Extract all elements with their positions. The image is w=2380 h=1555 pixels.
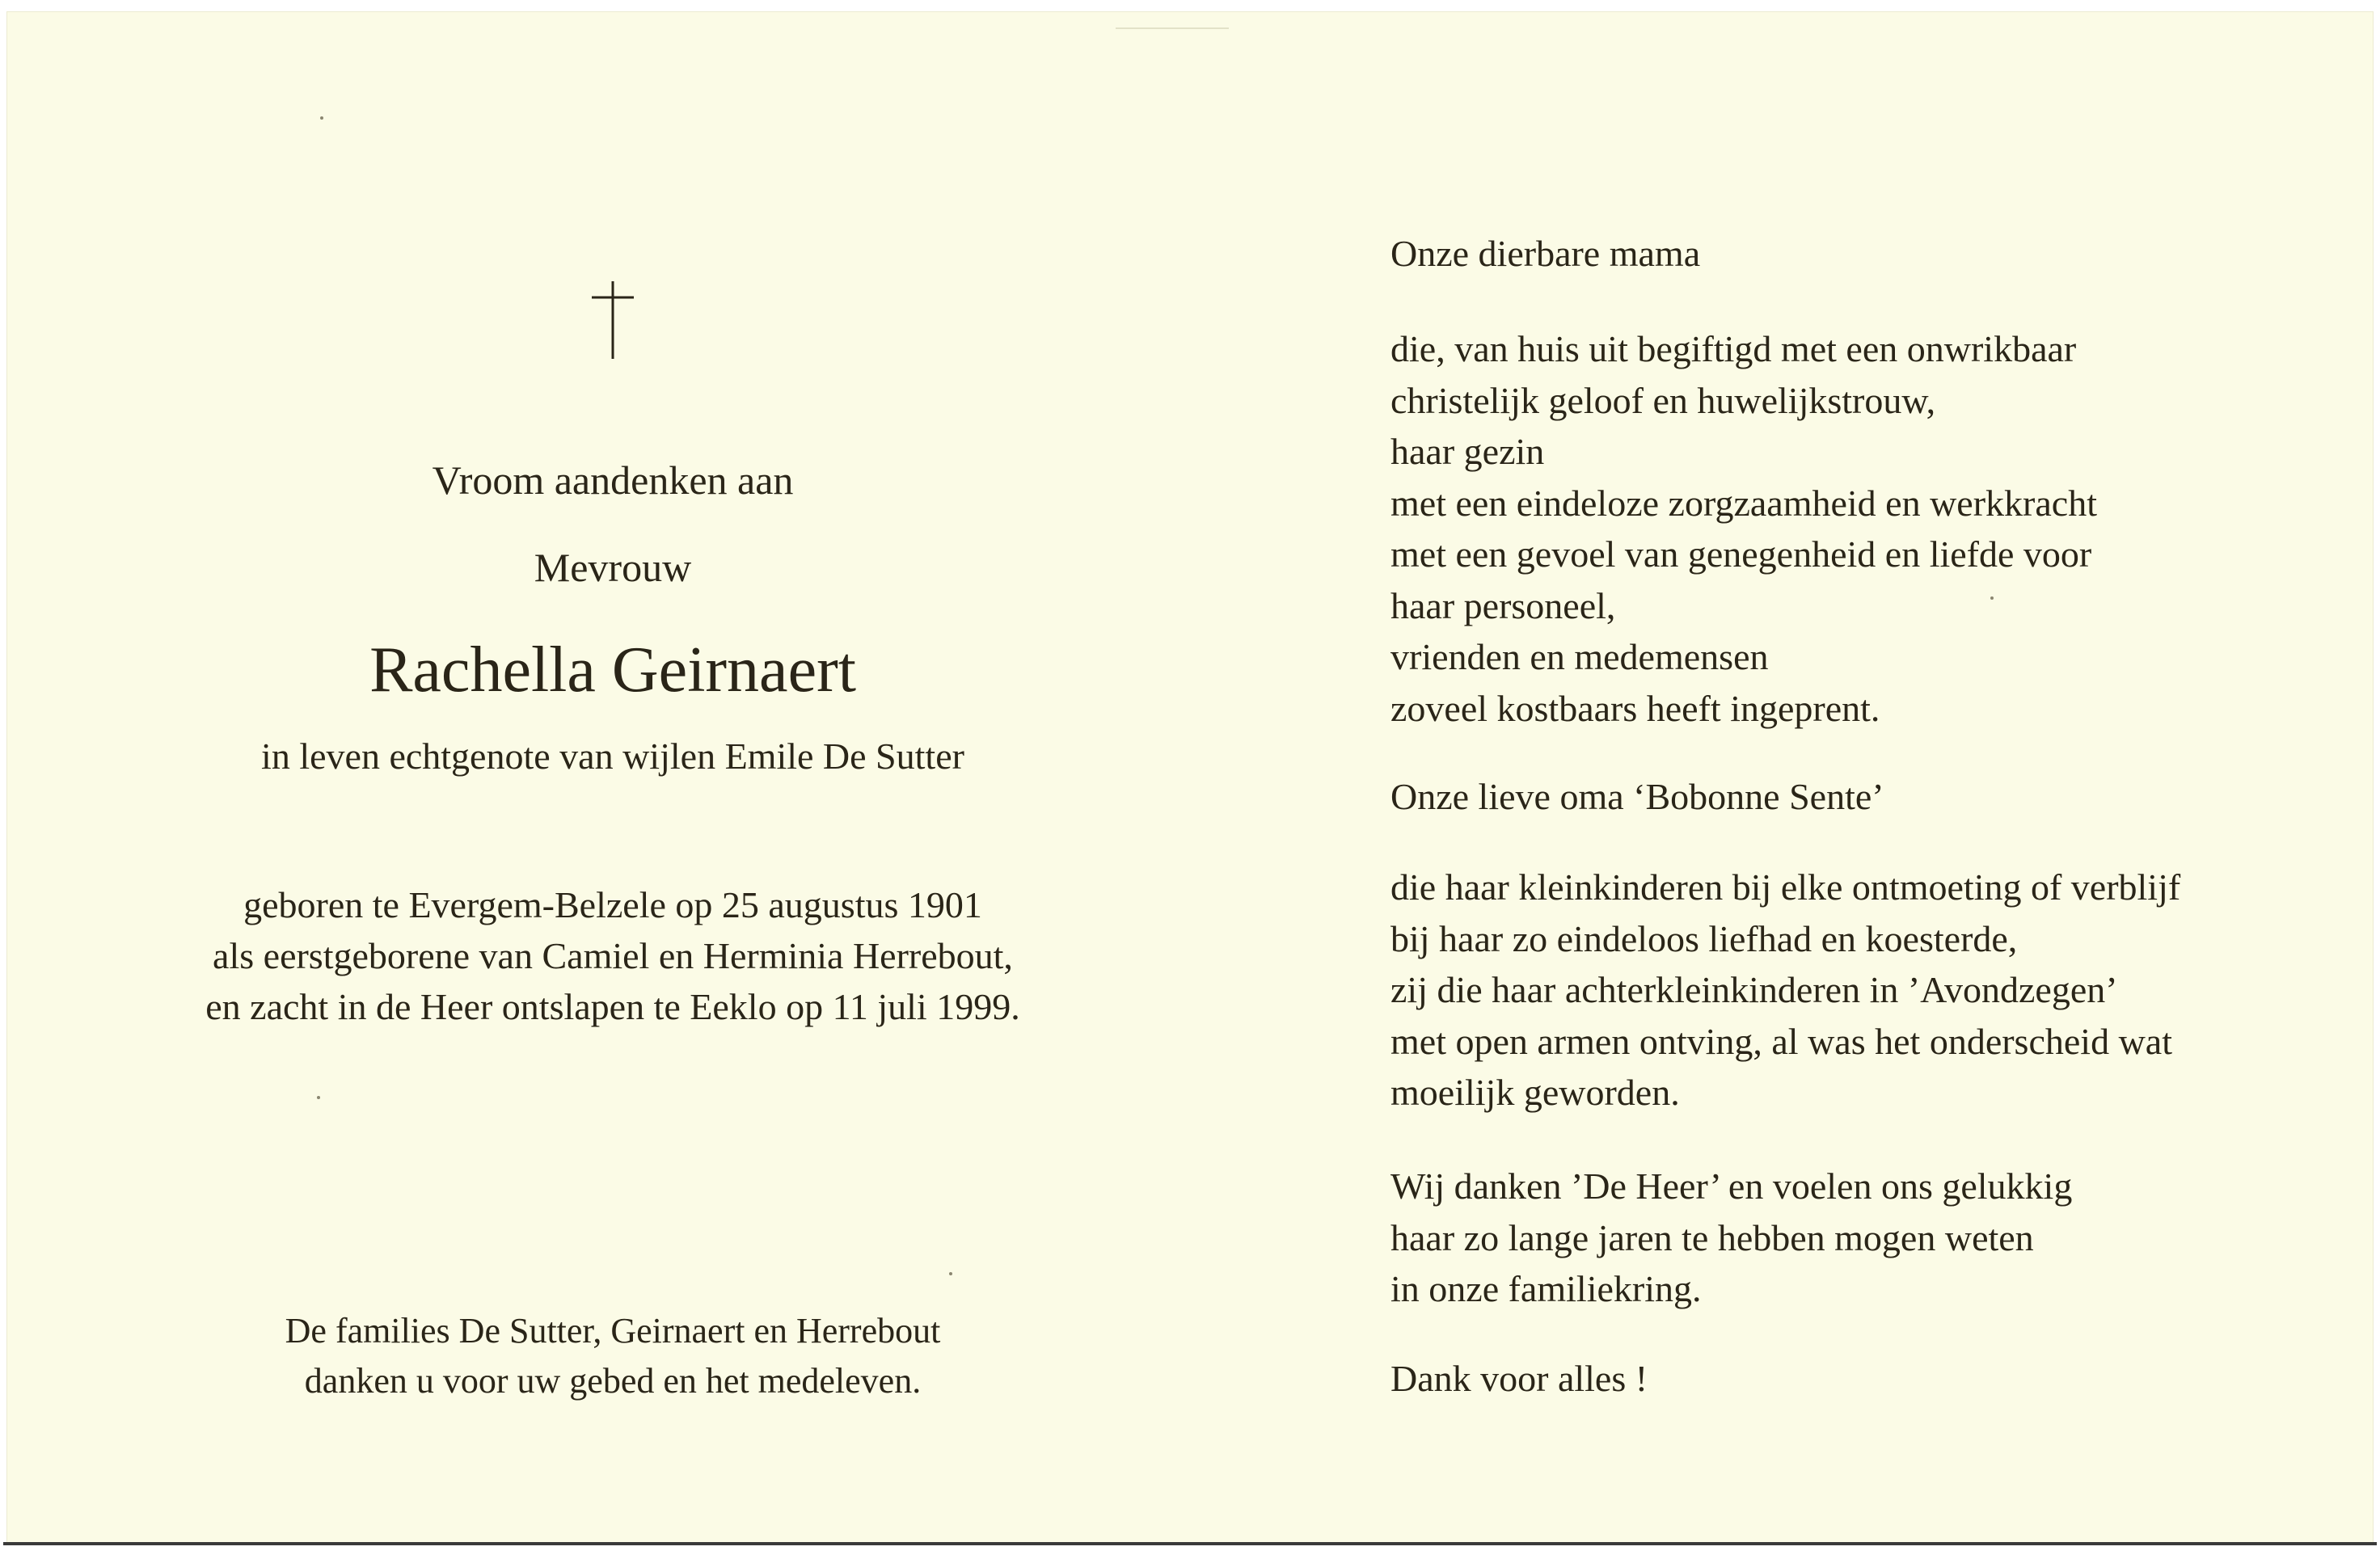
text-line: haar personeel, (1390, 584, 1616, 626)
cross-icon (572, 281, 653, 362)
text-line: die, van huis uit begiftigd met een onwrikbaar (1390, 328, 2077, 369)
text-line: haar zo lange jaren te hebben mogen weten (1390, 1216, 2034, 1258)
right-panel (1390, 11, 2361, 1545)
text-line: in onze familiekring. (1390, 1268, 1702, 1309)
text-line: Wij danken ’De Heer’ en voelen ons gelukkig (1390, 1165, 2073, 1207)
text-line: christelijk geloof en huwelijkstrouw, (1390, 379, 1936, 421)
spouse-line: in leven echtgenote van wijlen Emile De Sutter (261, 735, 964, 777)
closing-line: Dank voor alles ! (1390, 1358, 1648, 1399)
card-bottom-edge (3, 1542, 2377, 1545)
death-line: en zacht in de Heer ontslapen te Eeklo op 11 juli 1999. (205, 986, 1020, 1027)
memorial-card (6, 11, 2374, 1545)
thanks-line: danken u voor uw gebed en het medeleven. (304, 1361, 922, 1401)
birth-line: geboren te Evergem-Belzele op 25 augustus 1901 (243, 884, 982, 925)
text-line: bij haar zo eindeloos liefhad en koesterde, (1390, 917, 2018, 959)
opening-line: Onze dierbare mama (1390, 233, 1701, 274)
text-line: zoveel kostbaars heeft ingeprent. (1390, 687, 1880, 729)
deceased-name: Rachella Geirnaert (369, 634, 856, 706)
oma-heading: Onze lieve oma ‘Bobonne Sente’ (1390, 776, 1884, 817)
text-line: haar gezin (1390, 431, 1545, 472)
oma-paragraph (1390, 862, 2180, 1119)
tribute-paragraph (1390, 323, 2097, 734)
honorific-line: Mevrouw (534, 545, 692, 590)
text-line: met een gevoel van genegenheid en liefde voor (1390, 533, 2092, 575)
families-line: De families De Sutter, Geirnaert en Herrebout (285, 1311, 941, 1351)
text-line: met een eindeloze zorgzaamheid en werkkracht (1390, 482, 2097, 524)
text-line: die haar kleinkinderen bij elke ontmoeting of verblijf (1390, 866, 2181, 908)
left-panel (6, 11, 1219, 1545)
thanks-paragraph (1390, 1161, 2072, 1315)
parents-line: als eerstgeborene van Camiel en Herminia Herrebout, (213, 935, 1013, 976)
text-line: zij die haar achterkleinkinderen in ’Avondzegen’ (1390, 969, 2118, 1010)
intro-line: Vroom aandenken aan (432, 457, 794, 503)
text-line: met open armen ontving, al was het onderscheid wat (1390, 1020, 2172, 1062)
text-line: moeilijk geworden. (1390, 1072, 1680, 1113)
text-line: vrienden en medemensen (1390, 636, 1769, 677)
